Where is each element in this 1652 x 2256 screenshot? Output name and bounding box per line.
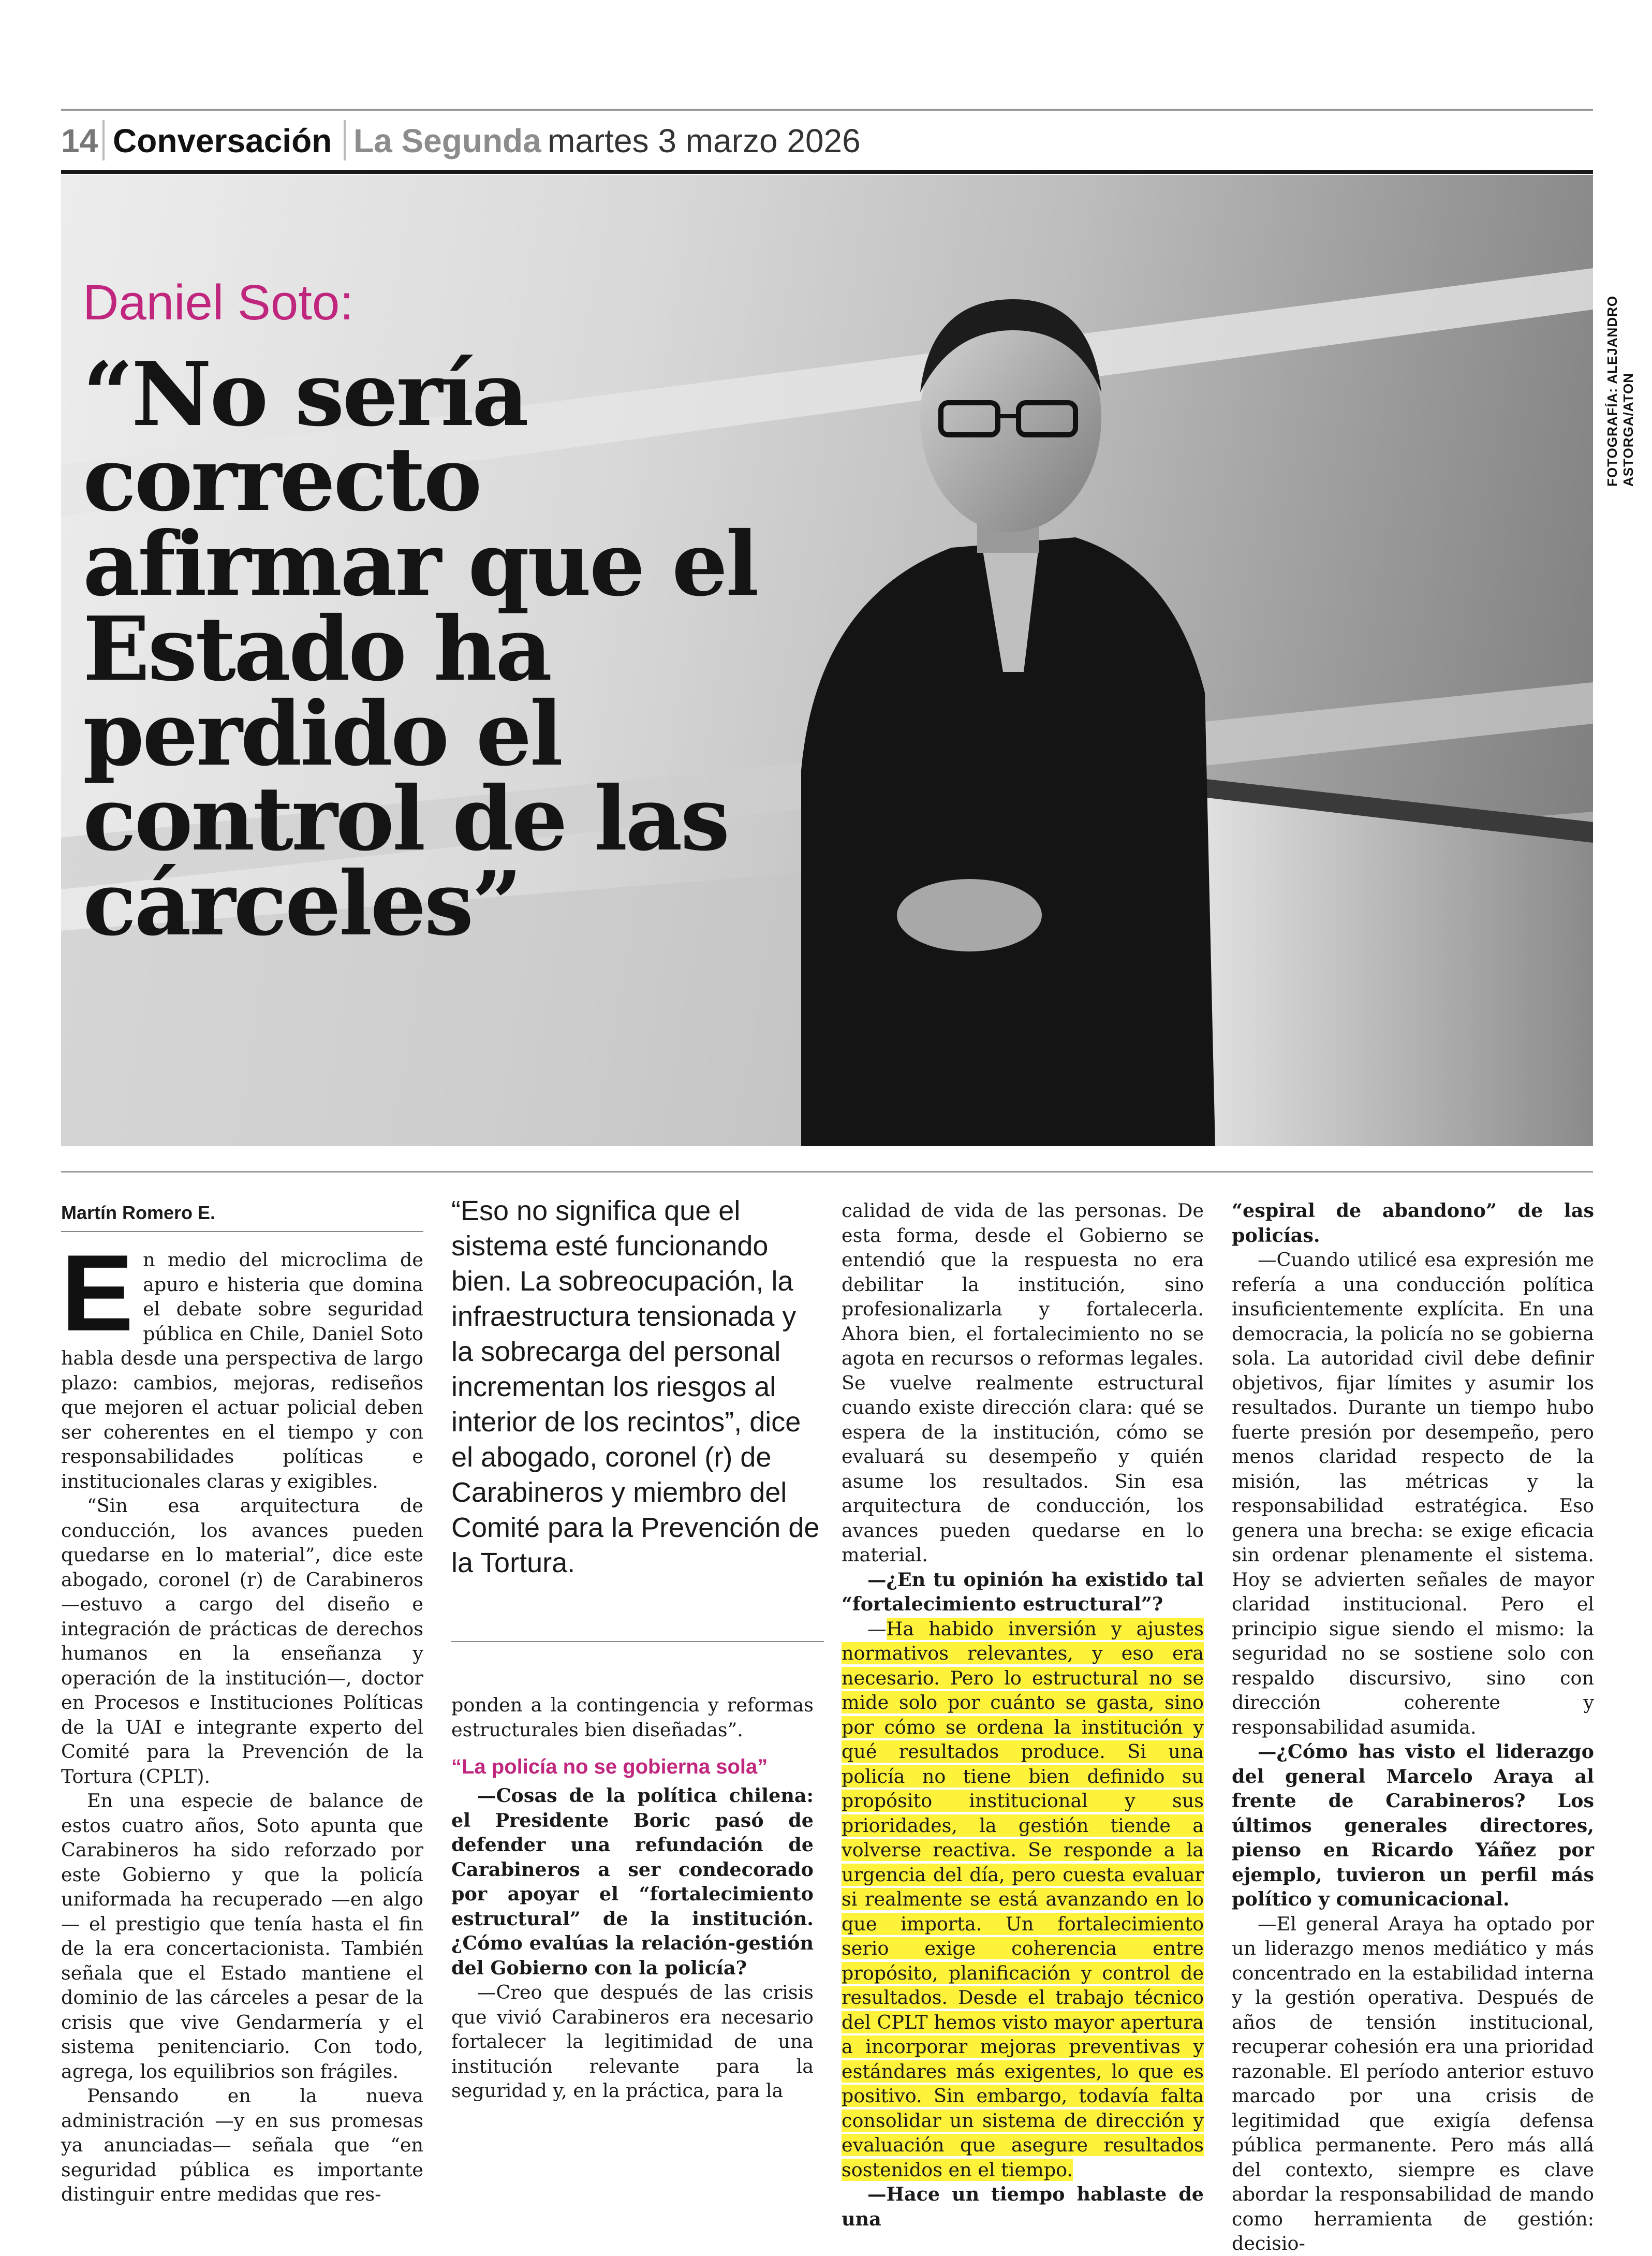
header-bottom-rule <box>61 170 1593 174</box>
interview-answer-highlighted: —Ha habido inversión y ajustes normativos relevantes, y eso era necesario. Pero lo estructural no se mide solo por cuánto se gasta, sino por cómo se ordena la institución y qué resultados produce. Si una policía no tiene bien definido su propósito institucional y sus prioridades, la gestión tiende a volverse reactiva. Se responde a la urgencia del día, pero cuesta evaluar si realmente se está avanzando en lo que importa. Un fortalecimiento serio exige coherencia entre propósito, planificación y control de resultados. Desde el trabajo técnico del CPLT hemos visto mayor apertura a incorporar mejoras preventivas y estándares más exigentes, lo que es positivo. Sin embargo, todavía falta consolidar un sistema de dirección y evaluación que asegure resultados sostenidos en el tiempo. <box>842 1617 1204 2181</box>
article-column-3 <box>842 1198 1204 2231</box>
interview-answer: —Cuando utilicé esa expresión me refería a una conducción política insuficientemente explícita. En una democracia, la policía no se gobierna sola. La autoridad civil debe definir objetivos, fijar límites y asumir los resultados. Durante un tiempo hubo fuerte presión por desempeño, pero menos claridad respecto de la misión, las métricas y la responsabilidad estratégica. Eso genera una brecha: se exige eficacia sin ordenar plenamente el sistema. Hoy se advierten señales de mayor claridad institucional. Pero el principio sigue siendo el mismo: la seguridad no se sostiene solo con respaldo discursivo, sino con dirección coherente y responsabilidad asumida. <box>1232 1249 1594 1738</box>
portrait-photo <box>61 175 1593 1146</box>
interviewee-name: Daniel Soto: <box>83 275 353 330</box>
interview-answer: —Creo que después de las crisis que vivió Carabineros era necesario fortalecer la legitimidad de una institución relevante para la seguridad y, en la práctica, para la <box>451 1981 814 2102</box>
headline: “No sería correcto afirmar que el Estado ha perdido el control de las cárceles” <box>83 343 757 956</box>
header-separator <box>102 120 105 160</box>
pull-quote-rule <box>451 1641 824 1642</box>
subheading: “La policía no se gobierna sola” <box>451 1755 768 1778</box>
paragraph: En medio del microclima de apuro e histeria que domina el debate sobre seguridad pública en Chile, Daniel Soto habla desde una perspectiva de largo plazo: cambios, mejoras, rediseños que mejoren el actuar policial deben ser coherentes en el tiempo y con responsabilidades políticas e institucionales claras y exigibles. <box>61 1232 423 1492</box>
header-separator <box>344 120 346 160</box>
interview-question: —Cosas de la política chilena: el Presidente Boric pasó de defender una refundación de Carabineros a ser condecorado por apoyar el “fortalecimiento estructural” de la institución. ¿Cómo evalúas la relación-gestión del Gobierno con la policía? <box>451 1784 814 1979</box>
interview-question: —¿En tu opinión ha existido tal “fortalecimiento estructural”? <box>842 1568 1204 1615</box>
page-number: 14 <box>61 122 98 159</box>
article-column-2 <box>451 1693 814 2103</box>
issue-date: martes 3 marzo 2026 <box>548 122 861 159</box>
newspaper-name: La Segunda <box>353 122 541 159</box>
section-title: Conversación <box>113 122 332 159</box>
byline: Martín Romero E. <box>61 1202 216 1223</box>
pull-quote: “Eso no significa que el sistema esté funcionando bien. La sobreocupación, la infraestructura tensionada y la sobrecarga del personal incrementan los riesgos al interior de los recintos”, dice el abogado, coronel (r) de Carabineros y miembro del Comité para la Prevención de la Tortura. <box>451 1195 820 1578</box>
photo-bottom-rule <box>61 1171 1593 1173</box>
highlighted-text: Ha habido inversión y ajustes normativos relevantes, y eso era necesario. Pero lo estructural no se mide solo por cuánto se gasta, sino por cómo se ordena la institución y qué resultados produce. Si una policía no tiene bien definido su propósito institucional y sus prioridades, la gestión tiende a volverse reactiva. Se responde a la urgencia del día, pero cuesta evaluar si realmente se está avanzando en lo que importa. Un fortalecimiento serio exige coherencia entre propósito, planificación y control de resultados. Desde el trabajo técnico del CPLT hemos visto mayor apertura a incorporar mejoras preventivas y estándares más exigentes, lo que es positivo. Sin embargo, todavía falta consolidar un sistema de dirección y evaluación que asegure resultados sostenidos en el tiempo. <box>842 1617 1204 2181</box>
paragraph: Pensando en la nueva administración —y en sus promesas ya anunciadas— señala que “en seguridad pública es importante distinguir entre medidas que res- <box>61 2085 423 2205</box>
article-column-4 <box>1232 1198 1594 2256</box>
article-column-1 <box>61 1232 423 2207</box>
paragraph: ponden a la contingencia y reformas estructurales bien diseñadas”. <box>451 1694 814 1741</box>
paragraph: En una especie de balance de estos cuatro años, Soto apunta que Carabineros ha sido reforzado por este Gobierno y que la policía uniformada ha recuperado —en algo— el prestigio que tenía hasta el fin de la era concertacionista. También señala que el Estado mantiene el dominio de las cárceles a pesar de la crisis que vive Gendarmería y el sistema penitenciario. Con todo, agrega, los equilibrios son frágiles. <box>61 1790 423 2083</box>
interview-question: —Hace un tiempo hablaste de una <box>842 2183 1204 2230</box>
paragraph: “Sin esa arquitectura de conducción, los avances pueden quedarse en lo material”, dice este abogado, coronel (r) de Carabineros —estuvo a cargo del diseño e integración de prácticas de derechos humanos en la enseñanza y operación de la institución—, doctor en Procesos e Instituciones Políticas de la UAI e integrante experto del Comité para la Prevención de la Tortura (CPLT). <box>61 1495 423 1788</box>
photo-credit: FOTOGRAFÍA: ALEJANDRO ASTORGA/ATON <box>1604 295 1636 487</box>
interview-question: “espiral de abandono” de las policías. <box>1232 1199 1594 1247</box>
interview-question: —¿Cómo has visto el liderazgo del general Marcelo Araya al frente de Carabineros? Los últimos generales directores, pienso en Ricardo Yáñez por ejemplo, tuvieron un perfil más político y comunicacional. <box>1232 1740 1594 1910</box>
header-top-rule <box>61 109 1593 111</box>
paragraph: calidad de vida de las personas. De esta forma, desde el Gobierno se entendió que la respuesta no era debilitar la institución, sino profesionalizarla y fortalecerla. Ahora bien, el fortalecimiento no se agota en recursos o reformas legales. Se vuelve realmente estructural cuando existe dirección clara: qué se espera de la institución, cómo se evaluará su desempeño y quién asume los resultados. Sin esa arquitectura de conducción, los avances pueden quedarse en lo material. <box>842 1199 1204 1566</box>
interview-answer: —El general Araya ha optado por un liderazgo menos mediático y más concentrado en la estabilidad interna y la gestión operativa. Después de años de tensión institucional, recuperar cohesión era una prioridad razonable. El período anterior estuvo marcado por una crisis de legitimidad que exigía defensa pública permanente. Pero más allá del contexto, siempre es clave abordar la responsabilidad de mando como herramienta de gestión: decisio- <box>1232 1912 1594 2254</box>
drop-cap: E <box>61 1232 134 1354</box>
